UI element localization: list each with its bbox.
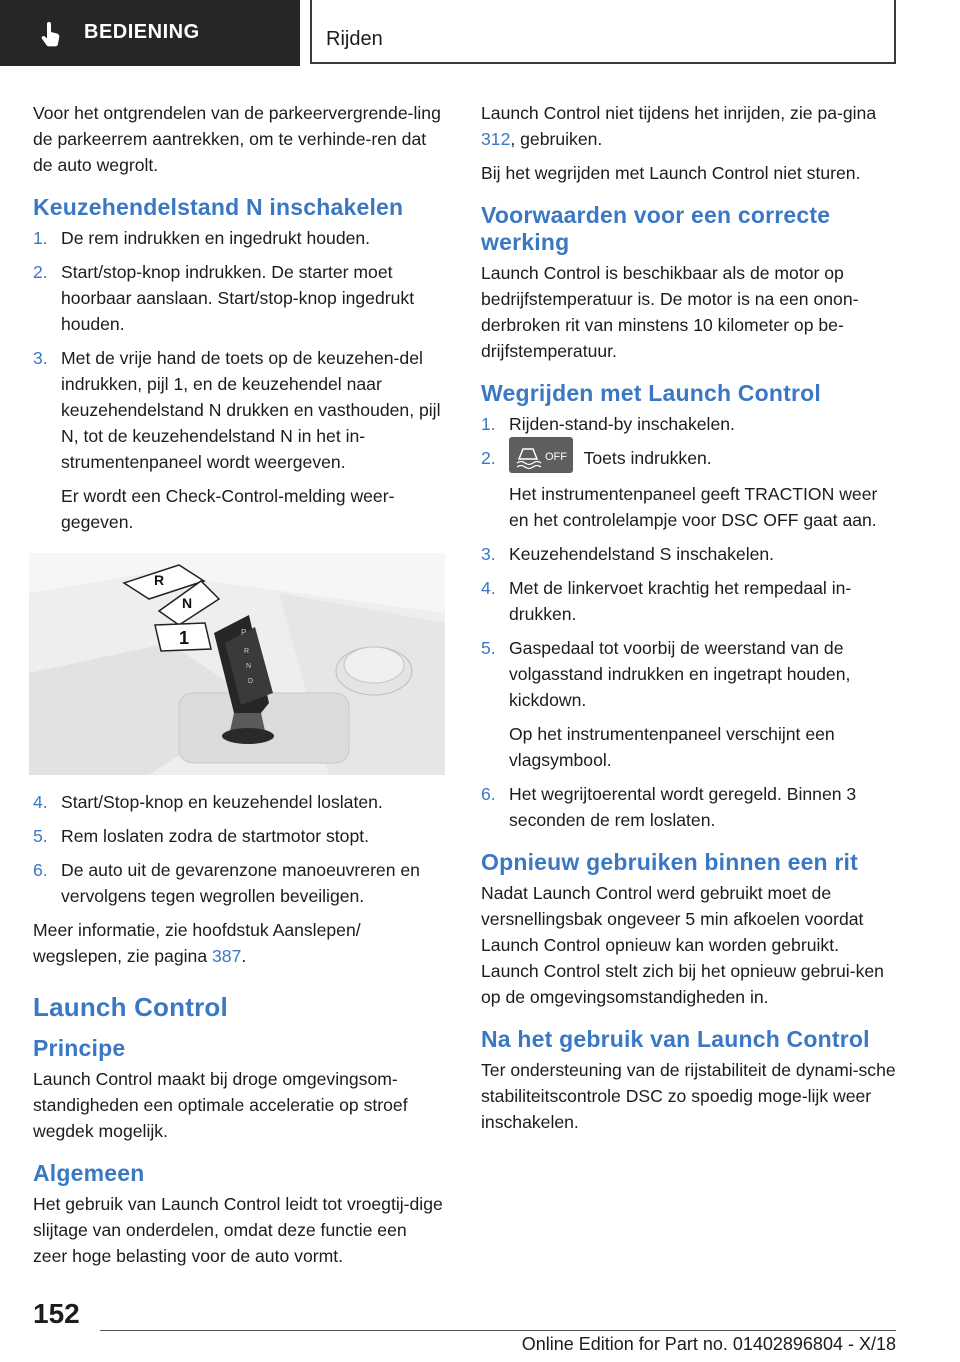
list-item	[33, 259, 443, 337]
figure-label-1: 1	[179, 628, 190, 648]
footer-divider	[100, 1330, 896, 1331]
step-text: Rijden-stand-by inschakelen.	[509, 414, 735, 434]
step-number: 4.	[33, 792, 48, 812]
list-item	[481, 635, 899, 773]
svg-text:D: D	[248, 678, 254, 685]
step-number: 4.	[481, 578, 496, 599]
step-number: 6.	[481, 784, 496, 805]
steps-list-a	[33, 225, 443, 535]
step-text: Keuzehendelstand S inschakelen.	[509, 544, 775, 565]
list-item	[33, 823, 443, 849]
step-text: Met de linkervoet krachtig het rempedaal in-drukken.	[509, 578, 852, 625]
list-item	[481, 411, 899, 437]
step-text: Toets indrukken.	[579, 448, 712, 468]
inrijden-text: Launch Control niet tijdens het inrijden, zie pa-gina	[481, 103, 877, 123]
svg-text:N: N	[246, 663, 252, 670]
list-item	[33, 345, 443, 535]
heading-after-use: Na het gebruik van Launch Control	[481, 1026, 870, 1053]
list-item	[33, 225, 443, 251]
list-item	[481, 541, 899, 567]
step-number: 1.	[33, 228, 48, 248]
heading-neutral-position: Keuzehendelstand N inschakelen	[33, 194, 404, 220]
step-text: Start/stop-knop indrukken. De starter moet hoorbaar aanslaan. Start/stop-knop ingedrukt houden.	[61, 262, 415, 334]
dsc-off-button-icon	[509, 437, 573, 473]
step-number: 3.	[481, 544, 496, 565]
step-text: Met de vrije hand de toets op de keuzehen-del indrukken, pijl 1, en de keuzehendel naar keuzehendelstand N drukken en vasthouden, pijl N, tot de keuzehendelstand N in het in-strumentenpaneel wordt weergeven.	[61, 348, 441, 472]
after-use-paragraph: Ter ondersteuning van de rijstabiliteit de dynami-sche stabiliteitscontrole DSC zo spoedig moge-lijk weer inschakelen.	[481, 1060, 896, 1133]
section-tab-label: BEDIENING	[84, 21, 200, 43]
inrijden-paragraph	[481, 100, 899, 152]
page-link-387[interactable]: 387	[212, 946, 242, 966]
principle-paragraph: Launch Control maakt bij droge omgevingsom-standigheden een optimale acceleratie op stroef wegdek mogelijk.	[33, 1069, 408, 1141]
list-item	[33, 789, 443, 815]
list-item	[481, 575, 899, 627]
intro-paragraph: Voor het ontgrendelen van de parkeervergrende-ling de parkeerrem aantrekken, om te verhinde-ren dat de auto wegrolt.	[33, 103, 441, 175]
more-info-end: .	[241, 946, 247, 966]
heading-principle: Principe	[33, 1035, 126, 1061]
step-text: Het wegrijtoerental wordt geregeld. Binnen 3 seconden de rem loslaten.	[509, 784, 857, 831]
step-text: Gaspedaal tot voorbij de weerstand van de volgasstand indrukken en ingetrapt houden, kickdown.	[509, 638, 851, 711]
step-text: De rem indrukken en ingedrukt houden.	[61, 228, 371, 248]
section-tab	[0, 0, 300, 66]
step-text: De auto uit de gevarenzone manoeuvreren en vervolgens tegen wegrollen beveiligen.	[61, 860, 420, 906]
inrijden-text-end: , gebruiken.	[510, 129, 603, 149]
hand-pointer-icon	[40, 22, 64, 48]
step-note: Het instrumentenpaneel geeft TRACTION weer en het controlelampje voor DSC OFF gaat aan.	[509, 484, 878, 531]
heading-reuse: Opnieuw gebruiken binnen een rit	[481, 849, 858, 876]
heading-launch-control: Launch Control	[33, 992, 228, 1022]
heading-general: Algemeen	[33, 1160, 145, 1186]
reuse-paragraph: Nadat Launch Control werd gebruikt moet de versnellingsbak ongeveer 5 min afkoelen voordat Launch Control opnieuw kan worden gebruikt. Launch Control stelt zich bij het opnieuw gebrui-ken op de omgevingsomstandigheden in.	[481, 883, 884, 1008]
step-number: 5.	[481, 638, 496, 659]
gear-selector-figure	[29, 553, 445, 775]
header-frame	[310, 0, 896, 64]
left-column	[33, 100, 443, 1277]
figure-label-r: R	[154, 572, 165, 588]
button-label-off: OFF	[545, 451, 567, 464]
list-item	[481, 781, 899, 833]
step-number: 3.	[33, 348, 48, 368]
step-note: Er wordt een Check-Control-melding weer-gegeven.	[61, 486, 395, 532]
page-section-title: Rijden	[326, 28, 383, 50]
no-steer-paragraph: Bij het wegrijden met Launch Control niet sturen.	[481, 163, 861, 183]
step-number: 6.	[33, 860, 48, 880]
page-link-312[interactable]: 312	[481, 129, 511, 149]
list-item	[33, 857, 443, 909]
step-number: 2.	[481, 448, 496, 468]
page-number: 152	[33, 1298, 80, 1329]
step-note: Op het instrumentenpaneel verschijnt een vlagsymbool.	[509, 724, 835, 771]
heading-conditions: Voorwaarden voor een correcte werking	[481, 202, 831, 255]
steps-list-b	[33, 789, 443, 909]
svg-text:P: P	[241, 628, 247, 637]
step-number: 5.	[33, 826, 48, 846]
step-number: 1.	[481, 414, 496, 434]
step-text: Start/Stop-knop en keuzehendel loslaten.	[61, 792, 383, 812]
right-column	[481, 100, 899, 1143]
drive-steps-list	[481, 411, 899, 833]
more-info-text: Meer informatie, zie hoofdstuk Aanslepen/ wegslepen, zie pagina	[33, 920, 361, 966]
conditions-paragraph: Launch Control is beschikbaar als de motor op bedrijfstemperatuur is. De motor is na een onon-derbroken rit van minstens 10 kilometer op be-drijfstemperatuur.	[481, 263, 859, 361]
step-number: 2.	[33, 262, 48, 282]
general-paragraph: Het gebruik van Launch Control leidt tot vroegtij-dige slijtage van onderdelen, omdat deze functie een zeer hoge belasting voor de auto vormt.	[33, 1194, 443, 1266]
footer-edition: Online Edition for Part no. 01402896804 - X/18	[521, 1334, 896, 1354]
heading-drive-off: Wegrijden met Launch Control	[481, 380, 821, 406]
list-item	[481, 445, 899, 533]
more-info-paragraph	[33, 917, 443, 969]
step-text: Rem loslaten zodra de startmotor stopt.	[61, 826, 370, 846]
figure-label-n: N	[182, 595, 193, 611]
svg-text:R: R	[244, 648, 250, 655]
